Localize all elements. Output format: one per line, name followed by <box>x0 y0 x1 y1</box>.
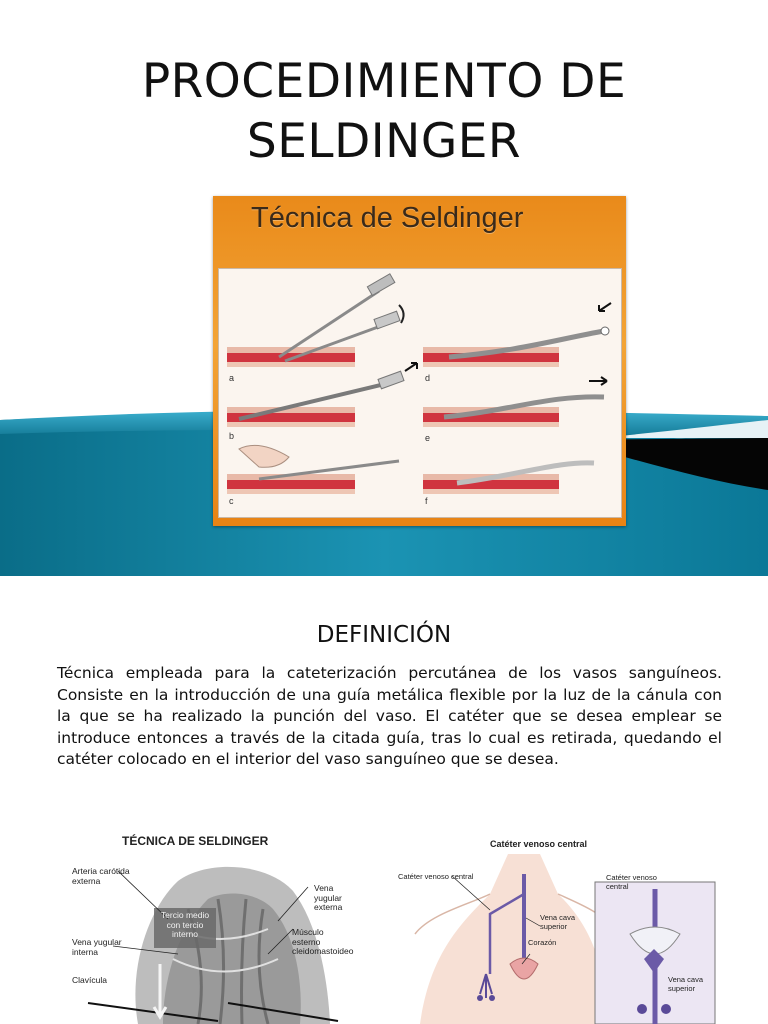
label-external-jugular-line3: externa <box>314 902 343 912</box>
label-vena-cava-line2: superior <box>540 921 568 931</box>
label-inset-cvc-line2: central <box>606 881 629 891</box>
label-sternocleidomastoid-line2: esterno <box>292 936 321 947</box>
step-f <box>423 463 594 506</box>
central-venous-catheter-figure <box>390 834 720 1024</box>
step-label-d: d <box>425 373 431 383</box>
label-cvc: Catéter venoso central <box>398 872 474 881</box>
neck-anatomy-figure <box>68 829 354 1024</box>
label-carotid-line1: Arteria carótida <box>72 866 130 876</box>
label-middle-third-line3: interno <box>172 929 198 939</box>
label-sternocleidomastoid-line3: cleidomastoideo <box>292 946 354 956</box>
label-vena-cava <box>540 914 575 931</box>
label-middle-third-line1: Tercio medio <box>160 910 210 920</box>
label-middle-third-line2: con tercio <box>166 919 204 930</box>
catheter-figure-title: Catéter venoso central <box>490 839 588 849</box>
slide-title-line1: PROCEDIMIENTO DE <box>141 54 627 109</box>
label-inset-vena-cava-line1: Vena cava <box>668 975 704 984</box>
label-carotid-line2: externa <box>72 875 101 886</box>
step-label-b: b <box>229 431 235 441</box>
label-external-jugular-line1: Vena <box>314 883 334 893</box>
label-sternocleidomastoid <box>292 928 353 957</box>
label-external-jugular <box>314 884 342 913</box>
step-e <box>423 377 607 443</box>
label-carotid <box>72 867 130 886</box>
procedure-steps-panel <box>218 268 622 518</box>
step-c <box>227 445 399 506</box>
label-internal-jugular-line1: Vena yugular <box>72 937 122 947</box>
definition-heading: DEFINICIÓN <box>316 622 452 648</box>
step-d <box>423 303 611 383</box>
label-inset-cvc <box>606 874 657 891</box>
definition-slide <box>0 576 768 1024</box>
label-clavicle: Clavícula <box>72 975 107 985</box>
label-sternocleidomastoid-line1: Músculo <box>292 927 324 937</box>
label-inset-vena-cava-line2: superior <box>668 983 696 993</box>
step-label-f: f <box>425 496 428 506</box>
step-b <box>227 363 417 441</box>
procedure-steps-illustration <box>219 269 621 517</box>
label-internal-jugular <box>72 938 122 957</box>
step-label-e: e <box>425 433 431 443</box>
label-heart: Corazón <box>528 938 557 947</box>
step-label-a: a <box>229 373 235 383</box>
definition-paragraph: Técnica empleada para la cateterización percutánea de los vasos sanguíneos. Consiste en la introducción de una guía metálica flexible por la luz de la cánula con la que se ha realizado la punción del vaso. El catéter que se desea emplear se introduce entonces a través de la citada guía, tras lo cual es retirada, quedando el catéter colocado en el interior del vaso sanguíneo que se desea. <box>57 664 722 768</box>
label-inset-cvc-line1: Catéter venoso <box>606 873 657 882</box>
slide-title-line2: SELDINGER <box>246 114 522 169</box>
label-middle-third <box>156 911 214 940</box>
figure-title: Técnica de Seldinger <box>251 202 524 234</box>
step-label-c: c <box>229 496 234 506</box>
seldinger-technique-figure <box>213 196 626 526</box>
neck-figure-title: TÉCNICA DE SELDINGER <box>122 834 269 848</box>
label-vena-cava-line1: Vena cava <box>540 913 576 922</box>
slide-title <box>0 52 768 172</box>
label-external-jugular-line2: yugular <box>314 892 342 903</box>
label-internal-jugular-line2: interna <box>72 946 98 957</box>
label-inset-vena-cava <box>668 976 703 993</box>
step-a <box>227 274 404 383</box>
